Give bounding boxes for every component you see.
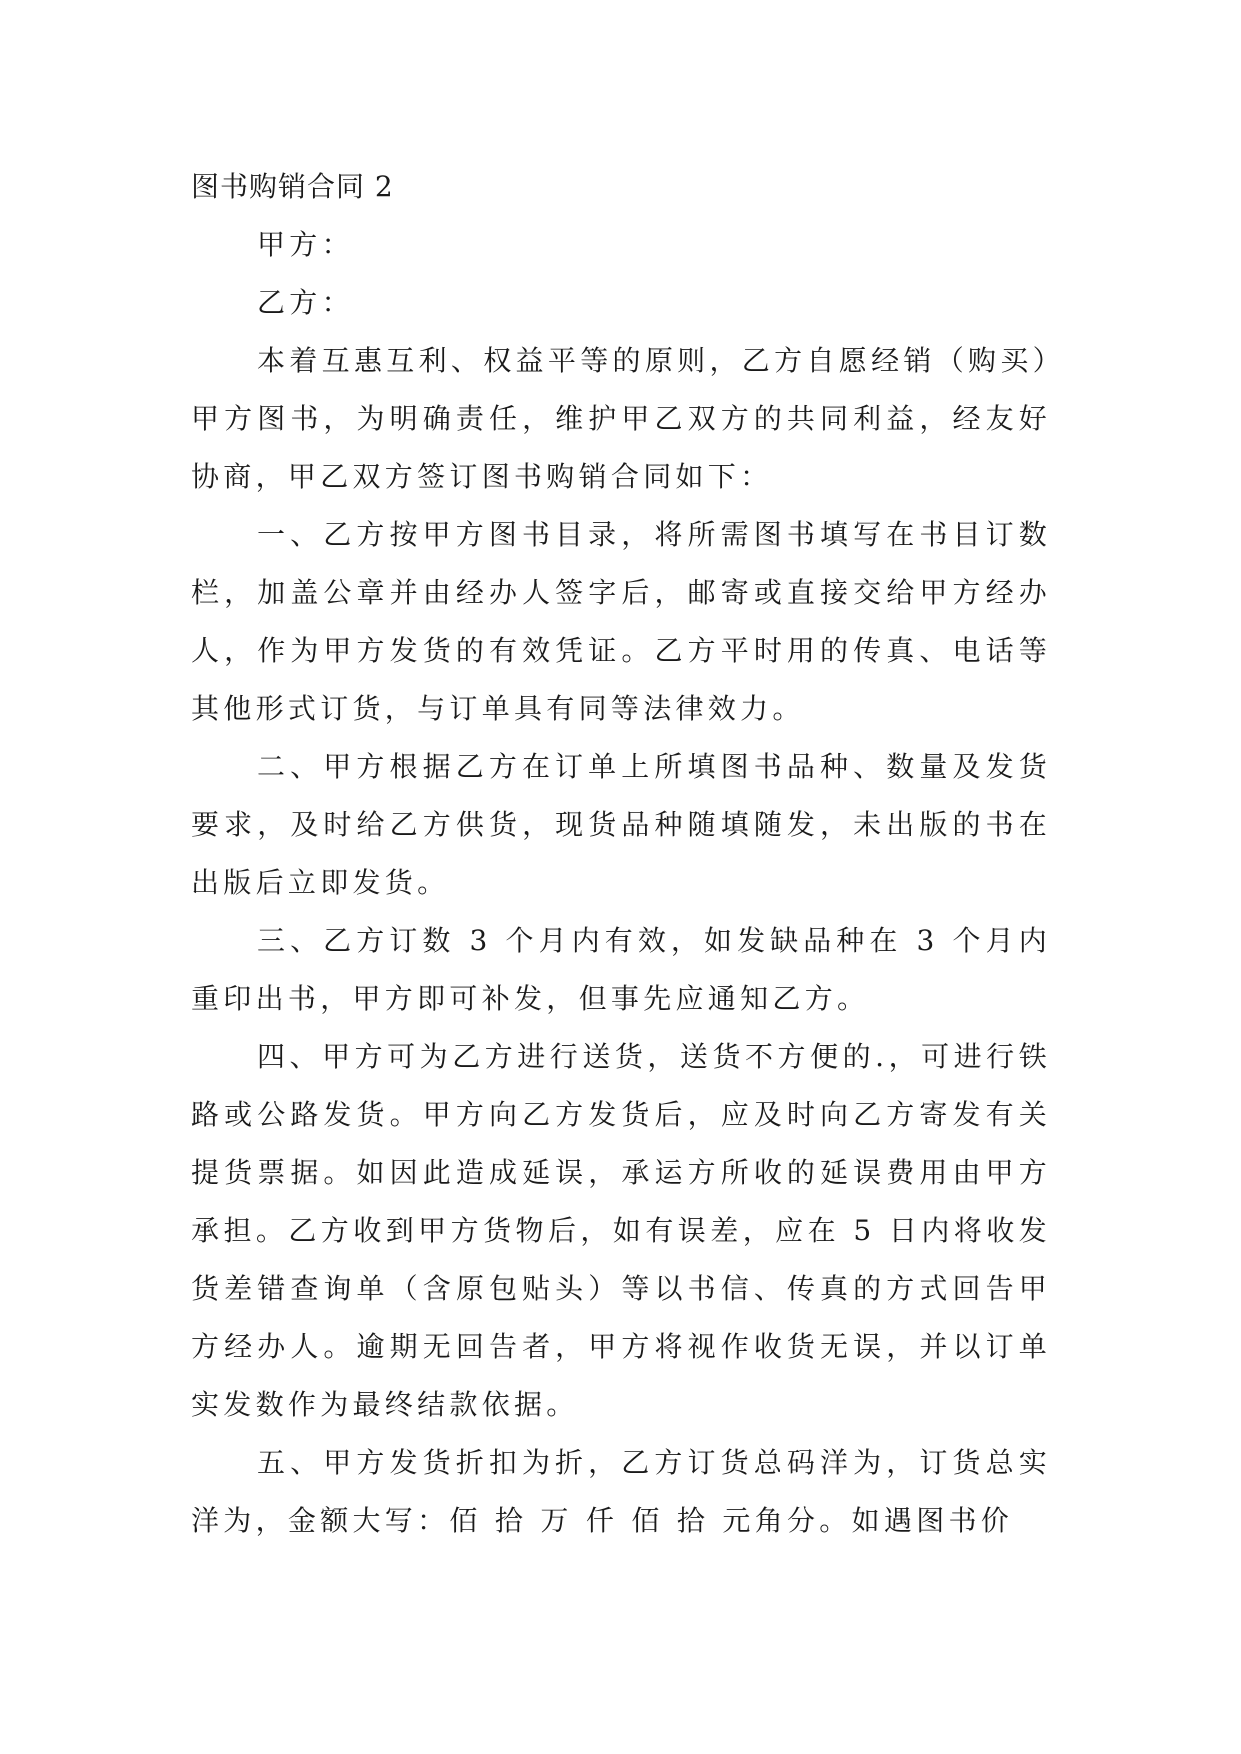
clause-2-paragraph: 二、甲方根据乙方在订单上所填图书品种、数量及发货要求，及时给乙方供货，现货品种随填随发，未出版的书在出版后立即发货。 xyxy=(191,750,1051,899)
clause-5-paragraph: 五、甲方发货折扣为折，乙方订货总码洋为，订货总实洋为，金额大写：佰 拾 万 仟 佰 拾 元角分。如遇图书价 xyxy=(191,1446,1051,1537)
preamble-paragraph: 本着互惠互利、权益平等的原则，乙方自愿经销（购买）甲方图书，为明确责任，维护甲乙双方的共同利益，经友好协商，甲乙双方签订图书购销合同如下： xyxy=(191,344,1051,493)
clause-3-paragraph: 三、乙方订数 3 个月内有效，如发缺品种在 3 个月内重印出书，甲方即可补发，但事先应通知乙方。 xyxy=(191,924,1051,1015)
clause-1-paragraph: 一、乙方按甲方图书目录，将所需图书填写在书目订数栏，加盖公章并由经办人签字后，邮寄或直接交给甲方经办人，作为甲方发货的有效凭证。乙方平时用的传真、电话等其他形式订货，与订单具有同等法律效力。 xyxy=(191,518,1051,725)
party-a-line: 甲方： xyxy=(257,228,354,261)
document-title: 图书购销合同 2 xyxy=(191,170,394,203)
party-b-line: 乙方： xyxy=(257,286,354,319)
document-body xyxy=(191,158,1051,1550)
clause-4-paragraph: 四、甲方可为乙方进行送货，送货不方便的.，可进行铁路或公路发货。甲方向乙方发货后，应及时向乙方寄发有关提货票据。如因此造成延误，承运方所收的延误费用由甲方承担。乙方收到甲方货物后，如有误差，应在 5 日内将收发货差错查询单（含原包贴头）等以书信、传真的方式回告甲方经办人。逾期无回告者，甲方将视作收货无误，并以订单实发数作为最终结款依据。 xyxy=(191,1040,1051,1421)
